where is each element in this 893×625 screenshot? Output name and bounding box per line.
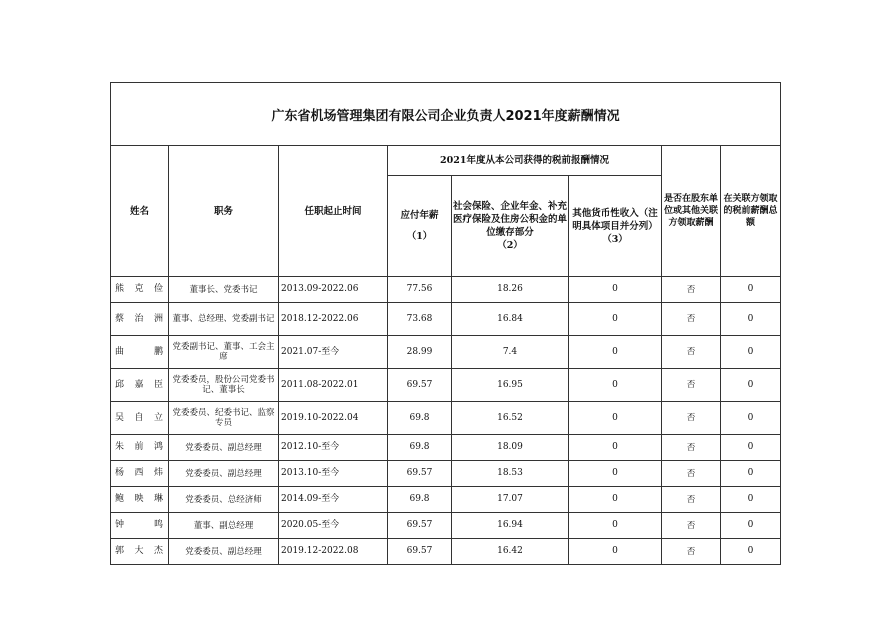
cell-related: 0 <box>721 369 781 402</box>
cell-related: 0 <box>721 487 781 513</box>
cell-name: 曲 鹏 <box>111 336 169 369</box>
cell-insurance: 18.26 <box>452 277 569 303</box>
cell-salary: 69.8 <box>388 402 452 435</box>
cell-salary: 28.99 <box>388 336 452 369</box>
cell-term: 2013.10-至今 <box>279 461 388 487</box>
cell-position: 党委委员、总经济师 <box>169 487 279 513</box>
table-row <box>111 435 781 461</box>
cell-position: 党委委员、副总经理 <box>169 461 279 487</box>
cell-term: 2020.05-至今 <box>279 513 388 539</box>
cell-shareholder: 否 <box>662 402 721 435</box>
cell-insurance: 16.95 <box>452 369 569 402</box>
header-row-1 <box>111 146 781 176</box>
table-row <box>111 487 781 513</box>
cell-position: 党委委员，股份公司党委书记、董事长 <box>169 369 279 402</box>
cell-name: 熊克俭 <box>111 277 169 303</box>
table-row <box>111 369 781 402</box>
cell-position: 党委副书记、董事、工会主席 <box>169 336 279 369</box>
cell-insurance: 18.53 <box>452 461 569 487</box>
cell-term: 2018.12-2022.06 <box>279 303 388 336</box>
header-salary <box>388 176 452 277</box>
cell-related: 0 <box>721 539 781 565</box>
header-insurance <box>452 176 569 277</box>
cell-shareholder: 否 <box>662 461 721 487</box>
cell-name: 朱前鸿 <box>111 435 169 461</box>
header-position: 职务 <box>169 146 279 277</box>
table-title-text: 广东省机场管理集团有限公司企业负责人2021年度薪酬情况 <box>271 108 620 124</box>
cell-other: 0 <box>569 369 662 402</box>
cell-other: 0 <box>569 461 662 487</box>
header-insurance-label: 社会保险、企业年金、补充医疗保险及住房公积金的单位缴存部分 <box>452 201 567 238</box>
cell-shareholder: 否 <box>662 487 721 513</box>
table-row <box>111 303 781 336</box>
table-row <box>111 402 781 435</box>
table-row <box>111 539 781 565</box>
cell-position: 党委委员、纪委书记、监察专员 <box>169 402 279 435</box>
cell-position: 董事、副总经理 <box>169 513 279 539</box>
cell-insurance: 16.52 <box>452 402 569 435</box>
header-term: 任职起止时间 <box>279 146 388 277</box>
cell-name: 杨西炜 <box>111 461 169 487</box>
cell-term: 2019.10-2022.04 <box>279 402 388 435</box>
cell-salary: 69.57 <box>388 369 452 402</box>
table-title <box>111 83 781 146</box>
cell-other: 0 <box>569 303 662 336</box>
cell-name: 邱嘉臣 <box>111 369 169 402</box>
cell-insurance: 18.09 <box>452 435 569 461</box>
cell-position: 党委委员、副总经理 <box>169 435 279 461</box>
table-row <box>111 336 781 369</box>
cell-salary: 73.68 <box>388 303 452 336</box>
header-shareholder: 是否在股东单位或其他关联方领取薪酬 <box>662 146 721 277</box>
cell-shareholder: 否 <box>662 336 721 369</box>
cell-shareholder: 否 <box>662 369 721 402</box>
cell-salary: 69.57 <box>388 513 452 539</box>
cell-other: 0 <box>569 513 662 539</box>
table-row <box>111 277 781 303</box>
cell-position: 党委委员、副总经理 <box>169 539 279 565</box>
cell-other: 0 <box>569 435 662 461</box>
header-name: 姓名 <box>111 146 169 277</box>
cell-shareholder: 否 <box>662 277 721 303</box>
cell-term: 2011.08-2022.01 <box>279 369 388 402</box>
cell-shareholder: 否 <box>662 539 721 565</box>
header-other-number: （3） <box>602 233 628 245</box>
cell-salary: 69.57 <box>388 461 452 487</box>
cell-term: 2021.07-至今 <box>279 336 388 369</box>
header-related: 在关联方领取的税前薪酬总额 <box>721 146 781 277</box>
cell-insurance: 16.84 <box>452 303 569 336</box>
table-row <box>111 513 781 539</box>
cell-name: 鲍映琳 <box>111 487 169 513</box>
cell-related: 0 <box>721 461 781 487</box>
cell-salary: 77.56 <box>388 277 452 303</box>
cell-name: 蔡治洲 <box>111 303 169 336</box>
cell-insurance: 16.94 <box>452 513 569 539</box>
header-insurance-number: （2） <box>497 240 523 251</box>
cell-name: 钟 鸣 <box>111 513 169 539</box>
header-salary-number: （1） <box>406 231 433 242</box>
cell-term: 2014.09-至今 <box>279 487 388 513</box>
header-other-label: 其他货币性收入（注明具体项目并分列） <box>572 207 658 232</box>
cell-other: 0 <box>569 277 662 303</box>
cell-related: 0 <box>721 336 781 369</box>
table-body <box>111 277 781 565</box>
cell-other: 0 <box>569 487 662 513</box>
header-other <box>569 176 662 277</box>
cell-other: 0 <box>569 336 662 369</box>
cell-term: 2019.12-2022.08 <box>279 539 388 565</box>
cell-shareholder: 否 <box>662 435 721 461</box>
cell-name: 吴自立 <box>111 402 169 435</box>
cell-position: 董事、总经理、党委副书记 <box>169 303 279 336</box>
cell-position: 董事长、党委书记 <box>169 277 279 303</box>
cell-shareholder: 否 <box>662 303 721 336</box>
cell-other: 0 <box>569 539 662 565</box>
cell-related: 0 <box>721 303 781 336</box>
cell-term: 2012.10-至今 <box>279 435 388 461</box>
salary-table <box>110 82 781 565</box>
salary-sheet <box>110 82 780 565</box>
table-row <box>111 461 781 487</box>
cell-insurance: 7.4 <box>452 336 569 369</box>
cell-shareholder: 否 <box>662 513 721 539</box>
cell-related: 0 <box>721 402 781 435</box>
cell-related: 0 <box>721 513 781 539</box>
header-pay-group: 2021年度从本公司获得的税前报酬情况 <box>388 146 662 176</box>
cell-insurance: 17.07 <box>452 487 569 513</box>
cell-name: 郭大杰 <box>111 539 169 565</box>
cell-related: 0 <box>721 277 781 303</box>
title-row <box>111 83 781 146</box>
cell-salary: 69.8 <box>388 487 452 513</box>
cell-other: 0 <box>569 402 662 435</box>
header-salary-label: 应付年薪 <box>400 210 439 221</box>
cell-related: 0 <box>721 435 781 461</box>
cell-salary: 69.8 <box>388 435 452 461</box>
cell-term: 2013.09-2022.06 <box>279 277 388 303</box>
cell-insurance: 16.42 <box>452 539 569 565</box>
cell-salary: 69.57 <box>388 539 452 565</box>
